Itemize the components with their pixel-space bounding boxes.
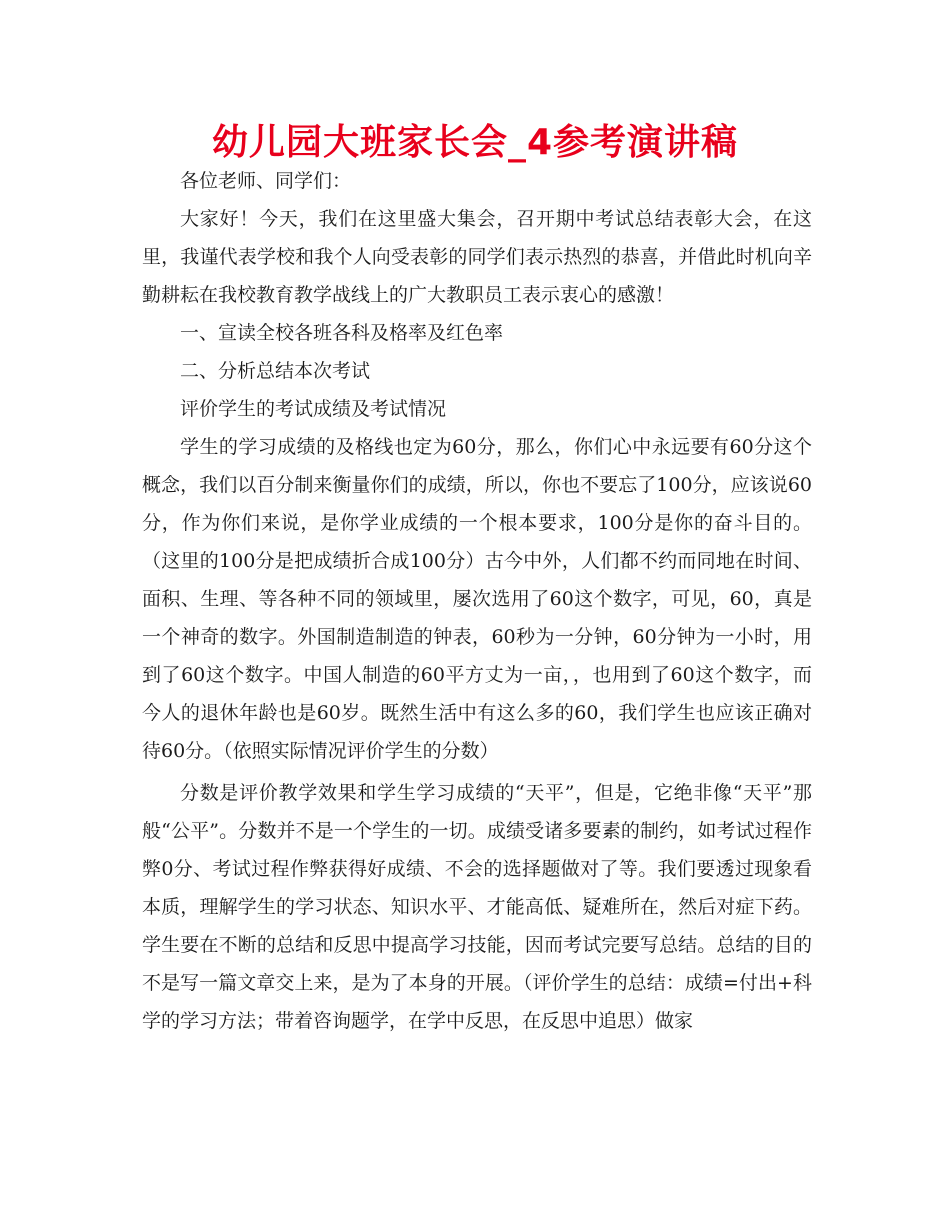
paragraph-scores: 分数是评价教学效果和学生学习成绩的“天平”，但是，它绝非像“天平”那般“公平”。分数并不是一个学生的一切。成绩受诸多要素的制约，如考试过程作弊0分、考试过程作弊获得好成绩、不会的选择题做对了等。我们要透过现象看本质，理解学生的学习状态、知识水平、才能高低、疑难所在，然后对症下药。学生要在不断的总结和反思中提高学习技能，因而考试完要写总结。总结的目的不是写一篇文章交上来，是为了本身的开展。（评价学生的总结：成绩=付出+科学的学习方法；带着咨询题学，在学中反思，在反思中追思）做家 bbox=[142, 782, 812, 1032]
document-body bbox=[142, 162, 812, 1040]
paragraph-salutation: 各位老师、同学们： bbox=[180, 170, 352, 192]
document-title: 幼儿园大班家长会_4参考演讲稿 bbox=[211, 122, 739, 163]
paragraph-item-one: 一、宣读全校各班各科及格率及红色率 bbox=[180, 322, 504, 344]
paragraph-subheading: 评价学生的考试成绩及考试情况 bbox=[180, 398, 447, 420]
paragraph-item-two: 二、分析总结本次考试 bbox=[180, 360, 371, 382]
paragraph-greeting: 大家好！今天，我们在这里盛大集会，召开期中考试总结表彰大会，在这里，我谨代表学校和我个人向受表彰的同学们表示热烈的恭喜，并借此时机向辛勤耕耘在我校教育教学战线上的广大教职员工表示衷心的感激！ bbox=[142, 208, 812, 306]
paragraph-sixty-points: 学生的学习成绩的及格线也定为60分，那么，你们心中永远要有60分这个概念，我们以百分制来衡量你们的成绩，所以，你也不要忘了100分，应该说60分，作为你们来说，是你学业成绩的一个根本要求，100分是你的奋斗目的。（这里的100分是把成绩折合成100分）古今中外，人们都不约而同地在时间、面积、生理、等各种不同的领域里，屡次选用了60这个数字，可见，60，真是一个神奇的数字。外国制造制造的钟表，60秒为一分钟，60分钟为一小时，用到了60这个数字。中国人制造的60平方丈为一亩，，也用到了60这个数字，而今人的退休年龄也是60岁。既然生活中有这么多的60，我们学生也应该正确对待60分。（依照实际情况评价学生的分数） bbox=[142, 436, 812, 762]
